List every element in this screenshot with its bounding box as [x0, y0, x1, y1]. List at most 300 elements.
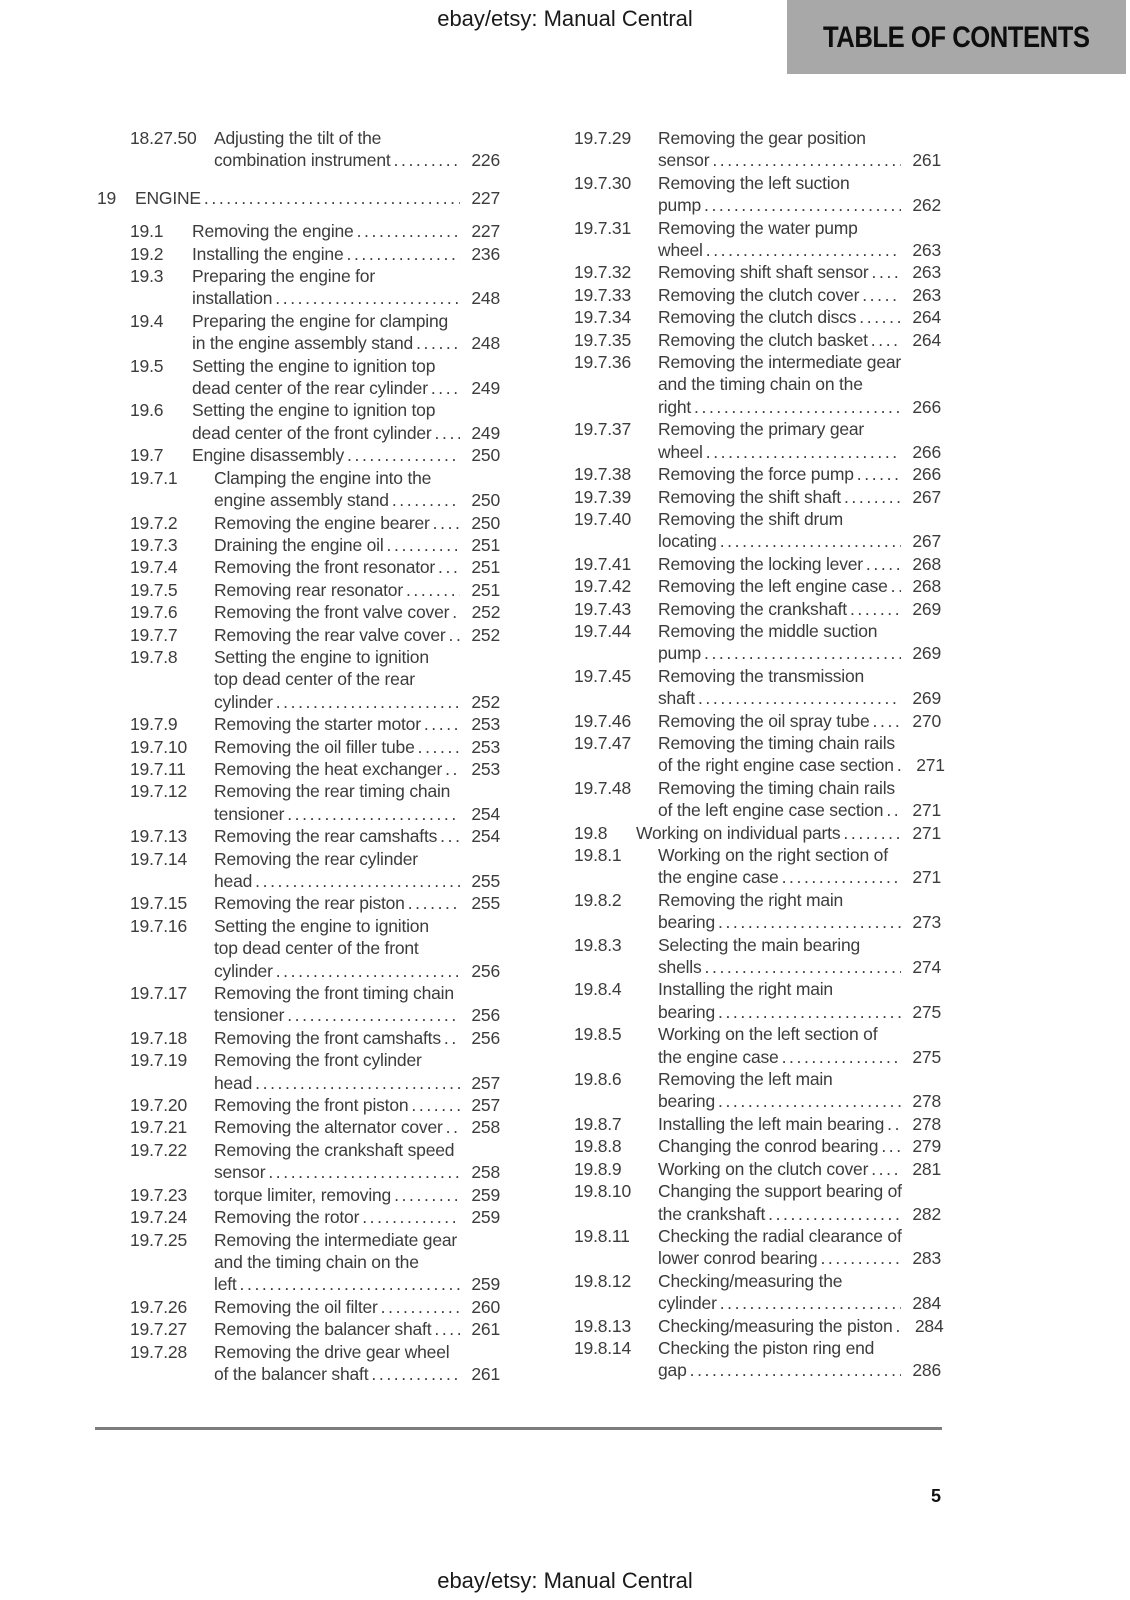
toc-entry-title-line: gap — [658, 1360, 687, 1381]
toc-entry — [541, 889, 941, 934]
toc-entry — [97, 1116, 500, 1138]
dot-leader — [434, 1318, 460, 1340]
toc-entry — [97, 444, 500, 466]
dot-leader — [276, 960, 460, 982]
dot-leader — [416, 332, 460, 354]
toc-entry — [97, 1027, 500, 1049]
toc-entry-body — [658, 1315, 944, 1337]
toc-entry — [541, 329, 941, 351]
toc-entry-title-line: shells — [658, 957, 702, 978]
toc-entry — [97, 624, 500, 646]
toc-entry — [541, 306, 941, 328]
toc-entry-title-line: Removing the rear camshafts — [214, 826, 438, 847]
toc-entry-body — [658, 351, 941, 418]
dot-leader — [843, 822, 901, 844]
toc-entry-page: 255 — [471, 871, 500, 891]
toc-entry-title-line: Preparing the engine for — [192, 266, 375, 287]
toc-entry-page: 273 — [912, 912, 941, 933]
footer-title: ebay/etsy: Manual Central — [437, 1568, 693, 1593]
toc-entry-title-line: Working on the clutch cover — [658, 1158, 869, 1179]
toc-entry-last-line — [214, 758, 500, 780]
toc-entry-title-line: Removing the heat exchanger — [214, 758, 443, 779]
toc-entry-title-line: bearing — [658, 1091, 715, 1112]
toc-entry-last-line — [658, 1203, 941, 1225]
toc-entry — [541, 1113, 941, 1135]
toc-entry — [97, 1184, 500, 1206]
toc-entry-body — [658, 620, 941, 665]
toc-entry-title-line: Installing the engine — [192, 243, 344, 264]
dot-leader — [859, 306, 901, 328]
dot-leader — [371, 1363, 460, 1385]
toc-entry-title-line: Removing the drive gear wheel — [214, 1341, 450, 1362]
toc-entry-body — [658, 1270, 941, 1315]
dot-leader — [881, 1135, 901, 1157]
toc-entry-body — [214, 579, 500, 601]
dot-leader — [440, 825, 460, 847]
toc-entry-page: 250 — [471, 445, 500, 466]
dot-leader — [718, 1001, 901, 1023]
toc-entry-page: 251 — [471, 579, 500, 600]
toc-entry-last-line — [658, 710, 941, 732]
toc-entry-page: 250 — [471, 490, 500, 511]
toc-entry-page: 258 — [471, 1162, 500, 1183]
toc-entry-page: 266 — [912, 441, 941, 462]
toc-entry-number: 19.7.21 — [130, 1117, 187, 1138]
toc-entry-page: 274 — [912, 957, 941, 978]
toc-entry-last-line — [658, 1113, 941, 1135]
toc-entry-number: 19.7.36 — [574, 352, 631, 373]
toc-entry-body — [214, 1206, 500, 1228]
toc-entry-body — [214, 825, 500, 847]
dot-leader — [706, 441, 901, 463]
toc-entry-number: 19.7.31 — [574, 217, 631, 238]
toc-entry-last-line — [658, 1359, 941, 1381]
toc-entry-last-line — [658, 1315, 944, 1337]
toc-entry-title-line: Removing the crankshaft speed — [214, 1139, 455, 1160]
dot-leader — [768, 1203, 901, 1225]
toc-entry — [541, 978, 941, 1023]
dot-leader — [891, 575, 901, 597]
toc-entry-body — [214, 646, 500, 713]
toc-entry-body — [214, 601, 500, 623]
toc-entry — [541, 553, 941, 575]
toc-entry-number: 19.7.41 — [574, 553, 631, 574]
toc-entry-last-line — [214, 1273, 500, 1295]
dot-leader — [255, 1072, 460, 1094]
toc-entry — [97, 534, 500, 556]
toc-entry-body — [192, 265, 500, 310]
toc-entry-title-line: Removing the front piston — [214, 1095, 409, 1116]
toc-entry-title-line: Removing the front cylinder — [214, 1050, 422, 1071]
dot-leader — [782, 1046, 901, 1068]
toc-entry-body — [214, 1116, 500, 1138]
toc-entry-number: 19.7.33 — [574, 284, 631, 305]
toc-entry-body — [636, 822, 941, 844]
toc-entry-title-line: bearing — [658, 1001, 715, 1022]
dot-leader — [872, 261, 901, 283]
toc-entry — [541, 1180, 941, 1225]
toc-entry-body — [214, 1318, 500, 1340]
toc-entry-last-line — [192, 332, 500, 354]
toc-entry-number: 19.8.13 — [574, 1315, 631, 1336]
toc-entry-body — [658, 665, 941, 710]
dot-leader — [276, 691, 460, 713]
toc-entry-number: 19.7.25 — [130, 1229, 187, 1250]
toc-entry-last-line — [214, 1296, 500, 1318]
toc-entry-title-line: the engine case — [658, 867, 779, 888]
toc-entry-last-line — [658, 149, 941, 171]
toc-entry — [541, 1158, 941, 1180]
dot-leader — [895, 1315, 903, 1337]
toc-entry — [541, 172, 941, 217]
toc-entry-body — [214, 982, 500, 1027]
toc-entry — [541, 844, 941, 889]
toc-entry-title-line: Removing the oil filler tube — [214, 736, 415, 757]
toc-entry-title-line: Removing the intermediate gear — [658, 352, 902, 373]
toc-entry-last-line — [658, 261, 941, 283]
toc-entry-page: 260 — [471, 1296, 500, 1317]
toc-entry-title-line: locating — [658, 531, 717, 552]
toc-entry-last-line — [658, 486, 941, 508]
toc-entry-number: 19.6 — [130, 400, 164, 421]
toc-entry-title-line: Removing the primary gear — [658, 419, 865, 440]
toc-entry — [97, 915, 500, 982]
toc-entry-title-line: Removing the intermediate gear — [214, 1229, 458, 1250]
toc-entry-body — [658, 1158, 941, 1180]
toc-entry-page: 259 — [471, 1274, 500, 1295]
toc-entry-title-line: Removing the front resonator — [214, 557, 436, 578]
toc-entry — [541, 777, 941, 822]
toc-entry-body — [658, 284, 941, 306]
toc-entry-page: 256 — [471, 1027, 500, 1048]
toc-entry-page: 269 — [912, 688, 941, 709]
toc-entry-title-line: Changing the conrod bearing — [658, 1136, 879, 1157]
toc-entry-page: 259 — [471, 1184, 500, 1205]
toc-entry-body — [658, 732, 945, 777]
dot-leader — [406, 579, 460, 601]
toc-entry-page: 248 — [471, 333, 500, 354]
dot-leader — [268, 1161, 460, 1183]
toc-entry-title-line: of the right engine case section — [658, 755, 894, 776]
toc-entry-title-line: Removing the locking lever — [658, 553, 863, 574]
toc-entry-last-line — [214, 601, 500, 623]
toc-entry-title-line: Removing the engine — [192, 221, 354, 242]
toc-entry — [97, 1296, 500, 1318]
toc-entry-number: 19.7.30 — [574, 172, 631, 193]
dot-leader — [362, 1206, 460, 1228]
toc-entry-title-line: cylinder — [658, 1293, 717, 1314]
toc-entry — [541, 261, 941, 283]
toc-entry-page: 254 — [471, 803, 500, 824]
dot-leader — [718, 911, 901, 933]
toc-entry-title-line: Removing shift shaft sensor — [658, 262, 869, 283]
toc-entry — [541, 351, 941, 418]
toc-entry-page: 226 — [471, 150, 500, 171]
toc-entry-page: 254 — [471, 826, 500, 847]
toc-entry — [97, 646, 500, 713]
toc-entry-body — [658, 575, 941, 597]
toc-entry-page: 249 — [471, 378, 500, 399]
dot-leader — [706, 239, 901, 261]
toc-entry-number: 19.7.7 — [130, 624, 178, 645]
dot-leader — [204, 187, 460, 209]
toc-entry-last-line — [214, 534, 500, 556]
toc-entry-page: 236 — [471, 243, 500, 264]
toc-entry-title-line: Setting the engine to ignition top — [192, 355, 436, 376]
toc-entry-title-line: Checking the radial clearance of — [658, 1225, 902, 1246]
toc-entry-number: 19.7.11 — [130, 758, 186, 779]
toc-entry-last-line — [658, 284, 941, 306]
toc-entry — [97, 512, 500, 534]
toc-entry-number: 19.7.35 — [574, 329, 631, 350]
toc-entry-title-line: top dead center of the rear — [214, 669, 415, 690]
toc-entry-title-line: sensor — [658, 150, 710, 171]
toc-entry-page: 227 — [471, 221, 500, 242]
toc-entry-page: 267 — [912, 486, 941, 507]
toc-entry-page: 262 — [912, 195, 941, 216]
dot-leader — [444, 1027, 460, 1049]
toc-entry-page: 275 — [912, 1046, 941, 1067]
toc-entry-number: 19.7.28 — [130, 1341, 187, 1362]
toc-entry-last-line — [658, 1135, 941, 1157]
toc-entry-title-line: the engine case — [658, 1046, 779, 1067]
toc-entry-title-line: Clamping the engine into the — [214, 467, 432, 488]
toc-entry — [97, 848, 500, 893]
toc-entry — [97, 1206, 500, 1228]
toc-entry-body — [658, 844, 941, 889]
toc-entry-body — [192, 355, 500, 400]
toc-entry-title-line: installation — [192, 288, 273, 309]
toc-entry-body — [214, 1184, 500, 1206]
toc-entry-last-line — [214, 870, 500, 892]
toc-entry-last-line — [658, 575, 941, 597]
toc-entry-title-line: lower conrod bearing — [658, 1248, 818, 1269]
toc-entry — [541, 486, 941, 508]
toc-entry-last-line — [636, 822, 941, 844]
toc-entry-last-line — [192, 422, 500, 444]
toc-entry-body — [658, 463, 941, 485]
toc-entry-page: 282 — [912, 1203, 941, 1224]
toc-entry-number: 19.7.14 — [130, 848, 187, 869]
toc-entry-page: 257 — [471, 1072, 500, 1093]
dot-leader — [411, 1094, 460, 1116]
toc-entry-last-line — [214, 892, 500, 914]
toc-entry-body — [214, 780, 500, 825]
toc-entry-title-line: dead center of the front cylinder — [192, 422, 432, 443]
toc-entry-last-line — [192, 377, 500, 399]
toc-entry-last-line — [214, 556, 500, 578]
toc-entry-title-line: Removing the water pump — [658, 217, 858, 238]
toc-entry-body — [214, 915, 500, 982]
toc-entry-title-line: Removing the front timing chain — [214, 983, 454, 1004]
toc-entry-title-line: Removing the gear position — [658, 128, 866, 148]
toc-entry — [541, 665, 941, 710]
toc-entry — [97, 1318, 500, 1340]
toc-entry-number: 19.4 — [130, 310, 164, 331]
header-title: ebay/etsy: Manual Central — [437, 6, 693, 31]
toc-entry-title-line: Removing the rear piston — [214, 893, 405, 914]
toc-entry-last-line — [214, 825, 500, 847]
toc-entry-page: 264 — [912, 329, 941, 350]
toc-entry-page: 259 — [471, 1207, 500, 1228]
toc-entry-number: 19.7.8 — [130, 646, 178, 667]
toc-entry-title-line: Removing the transmission — [658, 665, 865, 686]
toc-columns — [97, 127, 945, 1385]
toc-entry-title-line: Removing the left engine case — [658, 576, 888, 597]
toc-entry-title-line: Removing the oil spray tube — [658, 710, 870, 731]
toc-entry — [97, 780, 500, 825]
dot-leader — [438, 556, 460, 578]
toc-entry — [541, 1135, 941, 1157]
toc-entry-body — [192, 243, 500, 265]
dot-leader — [720, 530, 901, 552]
toc-entry-title-line: Removing the crankshaft — [658, 598, 847, 619]
toc-entry-title-line: Checking/measuring the piston — [658, 1315, 893, 1336]
toc-entry-last-line — [658, 1001, 941, 1023]
toc-entry-body — [214, 1094, 500, 1116]
toc-entry-body — [214, 1229, 500, 1296]
toc-entry-last-line — [658, 687, 941, 709]
toc-column-left — [97, 127, 500, 1385]
toc-entry-page: 261 — [471, 1319, 500, 1340]
toc-entry-page: 248 — [471, 288, 500, 309]
toc-entry-number: 19.8.1 — [574, 845, 622, 865]
toc-entry-title-line: of the balancer shaft — [214, 1363, 369, 1384]
toc-entry-last-line — [658, 911, 941, 933]
toc-entry-number: 19.7.26 — [130, 1296, 187, 1317]
toc-entry — [541, 217, 941, 262]
toc-entry-title-line: Removing the rear cylinder — [214, 848, 418, 869]
toc-entry — [97, 758, 500, 780]
toc-entry-body — [214, 1341, 500, 1386]
toc-entry-number: 19.1 — [130, 221, 164, 242]
toc-entry-number: 19.7.34 — [574, 307, 631, 328]
toc-entry-last-line — [135, 187, 500, 209]
toc-entry-body — [658, 1023, 941, 1068]
toc-entry-last-line — [214, 1184, 500, 1206]
toc-entry-body — [658, 934, 941, 979]
toc-entry-title-line: Installing the right main — [658, 979, 833, 1000]
dot-leader — [782, 866, 901, 888]
toc-entry-last-line — [192, 287, 500, 309]
toc-column-right — [541, 127, 945, 1385]
dot-leader — [449, 624, 460, 646]
toc-entry-page: 253 — [471, 736, 500, 757]
toc-entry-page: 266 — [912, 396, 941, 417]
toc-entry-number: 19.7.1 — [130, 467, 178, 488]
dot-leader — [381, 1296, 460, 1318]
toc-entry-last-line — [658, 239, 941, 261]
dot-leader — [387, 534, 460, 556]
toc-entry-title-line: cylinder — [214, 691, 273, 712]
toc-entry-number: 19.7.20 — [130, 1095, 187, 1116]
dot-leader — [857, 463, 901, 485]
toc-entry-number: 19.7.2 — [130, 512, 178, 533]
toc-entry-body — [214, 127, 500, 172]
toc-entry — [541, 508, 941, 553]
toc-entry-title-line: Removing the timing chain rails — [658, 732, 895, 753]
toc-entry-title-line: Removing the timing chain rails — [658, 777, 895, 798]
toc-entry — [97, 187, 500, 209]
toc-entry-page: 252 — [471, 602, 501, 623]
toc-entry-last-line — [658, 956, 941, 978]
toc-entry-last-line — [214, 149, 500, 171]
toc-entry-body — [214, 713, 500, 735]
toc-entry-last-line — [214, 960, 500, 982]
toc-entry-page: 251 — [471, 534, 500, 555]
toc-entry-body — [214, 1027, 500, 1049]
dot-leader — [690, 1359, 901, 1381]
toc-entry-page: 250 — [471, 512, 500, 533]
toc-entry-body — [658, 978, 941, 1023]
toc-banner-label: TABLE OF CONTENTS — [823, 19, 1090, 53]
toc-entry-body — [658, 1113, 941, 1135]
toc-entry-body — [658, 1180, 941, 1225]
toc-entry-title-line: Working on the right section of — [658, 845, 888, 865]
toc-entry-page: 256 — [471, 960, 500, 981]
toc-entry-last-line — [214, 691, 500, 713]
dot-leader — [394, 149, 460, 171]
toc-entry-body — [192, 444, 500, 466]
toc-entry-title-line: Removing the front camshafts — [214, 1027, 441, 1048]
toc-entry-title-line: ENGINE — [135, 187, 201, 208]
toc-entry-body — [214, 1049, 500, 1094]
toc-entry-number: 19.8.4 — [574, 979, 622, 1000]
toc-entry-title-line: Installing the left main bearing — [658, 1113, 885, 1134]
toc-entry-last-line — [658, 1247, 941, 1269]
toc-entry-title-line: Removing the starter motor — [214, 714, 421, 735]
toc-entry — [541, 822, 941, 844]
toc-entry-last-line — [214, 713, 500, 735]
dot-leader — [357, 220, 460, 242]
toc-entry-number: 19.7.40 — [574, 508, 631, 529]
dot-leader — [452, 601, 460, 623]
toc-entry-body — [658, 217, 941, 262]
dot-leader — [871, 329, 901, 351]
toc-entry-number: 19.5 — [130, 355, 164, 376]
toc-entry-number: 19.7.42 — [574, 576, 631, 597]
toc-entry-title-line: Preparing the engine for clamping — [192, 310, 449, 331]
toc-entry-title-line: Removing the front valve cover — [214, 602, 450, 623]
toc-entry-title-line: Removing the rear timing chain — [214, 781, 451, 802]
toc-entry-page: 271 — [916, 755, 945, 776]
dot-leader — [408, 892, 460, 914]
toc-entry-last-line — [214, 512, 500, 534]
toc-entry-last-line — [658, 1292, 941, 1314]
dot-leader — [433, 512, 460, 534]
toc-entry-body — [214, 624, 500, 646]
toc-entry-last-line — [658, 194, 941, 216]
toc-entry-title-line: Removing the clutch basket — [658, 329, 868, 350]
dot-leader — [698, 687, 901, 709]
toc-entry-number: 19.7.43 — [574, 598, 631, 619]
toc-entry-last-line — [214, 1094, 500, 1116]
toc-entry-body — [214, 512, 500, 534]
dot-leader — [431, 377, 460, 399]
toc-entry-page: 269 — [912, 598, 941, 619]
toc-entry-title-line: tensioner — [214, 803, 285, 824]
toc-entry-number: 19.7.19 — [130, 1050, 187, 1071]
toc-entry-number: 19.7.23 — [130, 1184, 187, 1205]
toc-entry-last-line — [214, 624, 500, 646]
toc-entry-number: 19.7.15 — [130, 893, 187, 914]
toc-entry-page: 266 — [912, 464, 941, 485]
toc-entry-body — [214, 467, 500, 512]
toc-entry-last-line — [658, 1158, 941, 1180]
toc-entry-body — [658, 1225, 941, 1270]
dot-leader — [424, 713, 460, 735]
dot-leader — [347, 444, 460, 466]
